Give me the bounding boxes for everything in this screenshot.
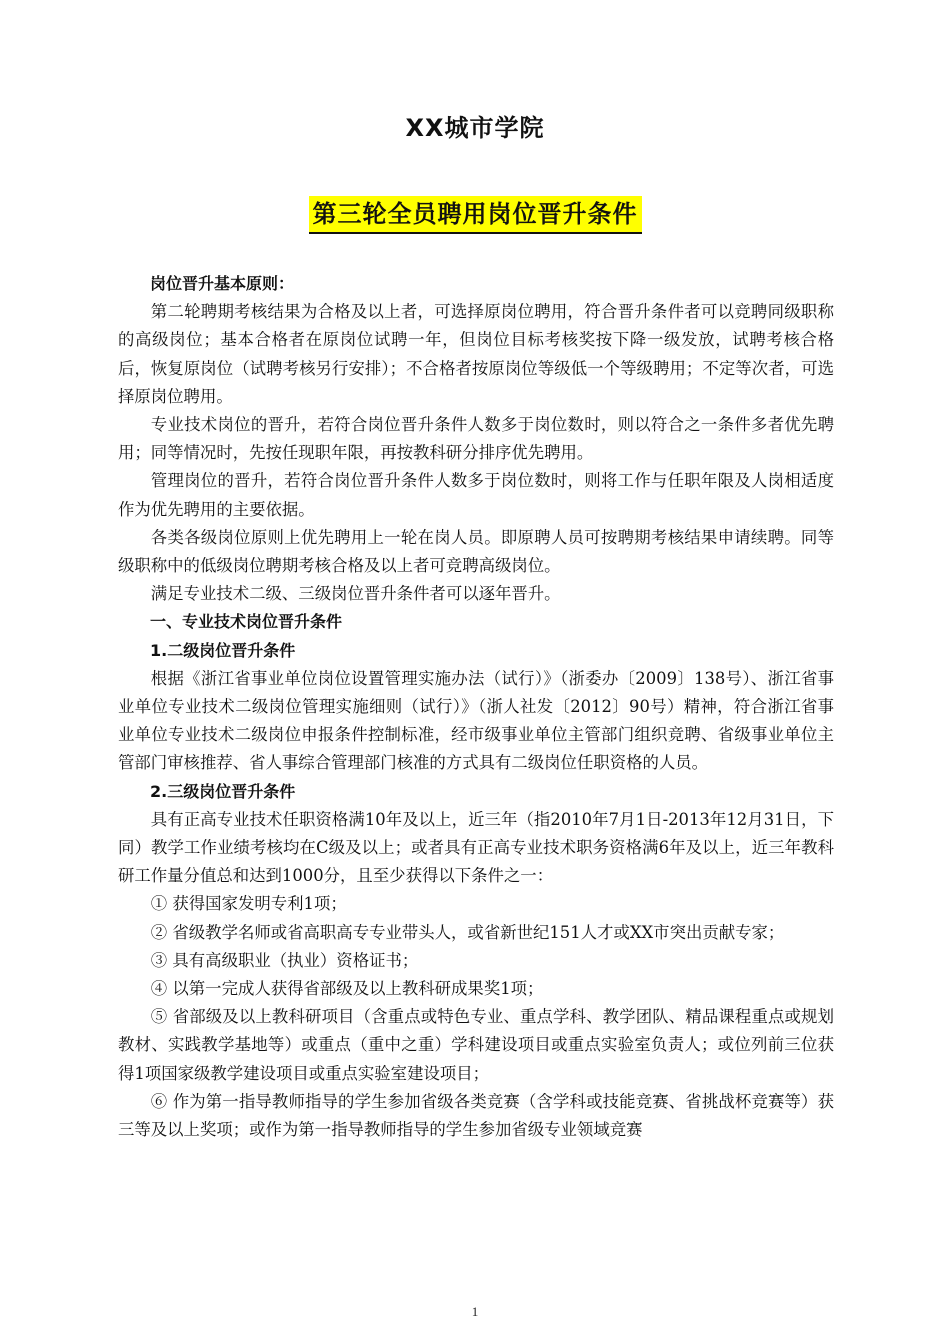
section-heading: 岗位晋升基本原则：: [150, 274, 295, 293]
paragraph: ④ 以第一完成人获得省部级及以上教科研成果奖1项；: [150, 979, 544, 999]
paragraph: 专业技术岗位的晋升，若符合岗位晋升条件人数多于岗位数时，则以符合之一条件多者优先聘用；同等情况时，先按任现职年限，再按教科研分排序优先聘用。: [118, 415, 834, 463]
section-heading: 一、专业技术岗位晋升条件: [150, 612, 343, 632]
paragraph: 第二轮聘期考核结果为合格及以上者，可选择原岗位聘用，符合晋升条件者可以竞聘同级职称的高级岗位；基本合格者在原岗位试聘一年，但岗位目标考核奖按下降一级发放，试聘考核合格后，恢复原岗位（试聘考核另行安排）；不合格者按原岗位等级低一个等级聘用；不定等次者，可选择原岗位聘用。: [118, 302, 834, 406]
section-heading: 2.三级岗位晋升条件: [150, 781, 296, 801]
section-heading: 1.二级岗位晋升条件: [150, 640, 296, 660]
document-body: [118, 270, 834, 1144]
paragraph: 满足专业技术二级、三级岗位晋升条件者可以逐年晋升。: [150, 584, 561, 604]
document-title: 第三轮全员聘用岗位晋升条件: [309, 196, 642, 234]
school-name: XX城市学院: [405, 114, 545, 142]
paragraph: ① 获得国家发明专利1项；: [150, 894, 347, 914]
paragraph: ③ 具有高级职业（执业）资格证书；: [150, 950, 419, 970]
paragraph: ⑥ 作为第一指导教师指导的学生参加省级各类竞赛（含学科或技能竞赛、省挑战杯竞赛等）获三等及以上奖项；或作为第一指导教师指导的学生参加省级专业领域竞赛: [118, 1091, 834, 1140]
paragraph: 管理岗位的晋升，若符合岗位晋升条件人数多于岗位数时，则将工作与任职年限及人岗相适度作为优先聘用的主要依据。: [118, 471, 834, 519]
paragraph: 各类各级岗位原则上优先聘用上一轮在岗人员。即原聘人员可按聘期考核结果申请续聘。同等级职称中的低级岗位聘期考核合格及以上者可竞聘高级岗位。: [118, 527, 834, 576]
paragraph: 具有正高专业技术任职资格满10年及以上，近三年（指2010年7月1日-2013年12月31日，下同）教学工作业绩考核均在C级及以上；或者具有正高专业技术职务资格满6年及以上，近三年教科研工作量分值总和达到1000分，且至少获得以下条件之一：: [118, 809, 834, 886]
paragraph: 根据《浙江省事业单位岗位设置管理实施办法（试行）》（浙委办〔2009〕138号）、浙江省事业单位专业技术二级岗位管理实施细则（试行）》（浙人社发〔2012〕90号）精神，符合浙江省事业单位专业技术二级岗位申报条件控制标准，经市级事业单位主管部门组织竞聘、省级事业单位主管部门审核推荐、省人事综合管理部门核准的方式具有二级岗位任职资格的人员。: [118, 668, 834, 773]
paragraph: ⑤ 省部级及以上教科研项目（含重点或特色专业、重点学科、教学团队、精品课程重点或规划教材、实践教学基地等）或重点（重中之重）学科建设项目或重点实验室负责人；或位列前三位获得1项国家级教学建设项目或重点实验室建设项目；: [118, 1007, 834, 1083]
paragraph: ② 省级教学名师或省高职高专专业带头人，或省新世纪151人才或XX市突出贡献专家；: [150, 922, 785, 942]
page-number: 1: [471, 1304, 479, 1319]
title-wrapper: [0, 196, 950, 234]
